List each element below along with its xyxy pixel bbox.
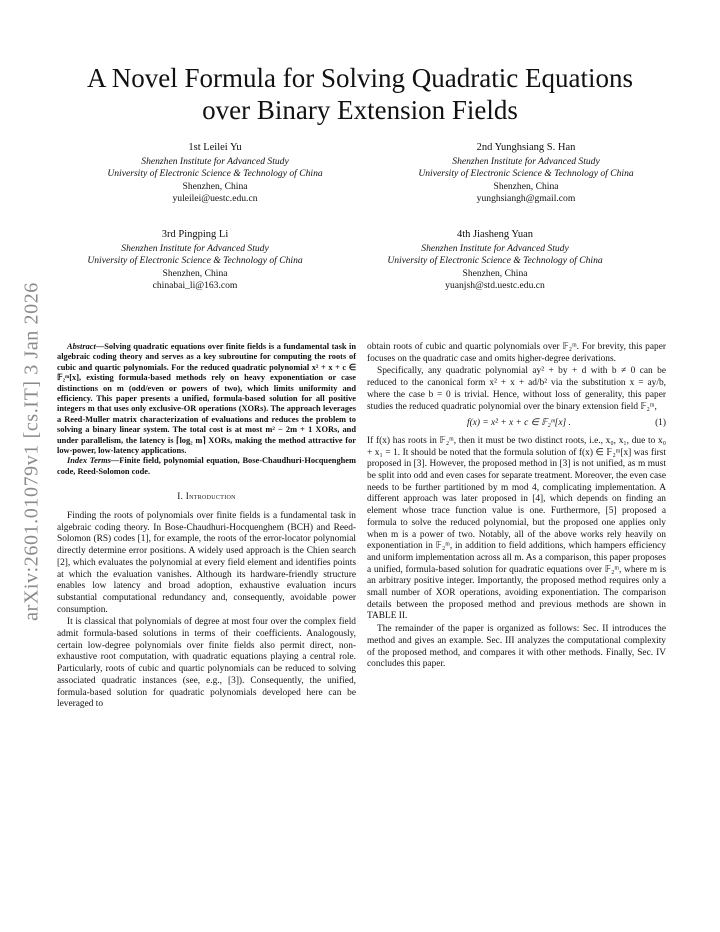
author-email[interactable]: yunghsiangh@gmail.com <box>476 193 576 205</box>
author-university: University of Electronic Science & Technology of China <box>87 255 303 267</box>
author-university: University of Electronic Science & Technology of China <box>107 168 323 180</box>
title-line-1: A Novel Formula for Solving Quadratic Equations <box>87 63 633 93</box>
author-email[interactable]: yuleilei@uestc.edu.cn <box>172 193 258 205</box>
author-city: Shenzhen, China <box>162 267 228 279</box>
author-block-2 <box>361 142 691 206</box>
abstract-label: Abstract— <box>67 342 105 351</box>
right-column <box>367 342 666 672</box>
left-column <box>57 342 356 712</box>
author-affiliation: Shenzhen Institute for Advanced Study <box>141 155 289 167</box>
index-terms-label: Index Terms— <box>67 456 120 466</box>
index-terms <box>57 456 356 477</box>
author-email[interactable]: yuanjsh@std.uestc.edu.cn <box>445 280 545 292</box>
author-city: Shenzhen, China <box>462 267 528 279</box>
paragraph: It is classical that polynomials of degree at most four over the complex field admit formula-based solutions in terms of their coefficients. Analogously, certain low-degree polynomials over finite fields also permit direct, non-exhaustive root computation, with quadratic equations playing a central role. Particularly, roots of cubic and quartic polynomials can be reduced to solving associated quadratic instances (see, e.g., [3]). Consequently, the unified, formula-based solution for quadratic polynomials developed here can be leveraged to <box>57 617 356 710</box>
paragraph: If f(x) has roots in 𝔽₂ᵐ, then it must be two distinct roots, i.e., x₀, x₁, due to x₀ + x₁ = 1. It should be noted that the formula solution of f(x) ∈ 𝔽₂ᵐ[x] was first proposed in [3]. However, the proposed method in [3] is not unified, as m must be split into odd and even cases for separate treatment. Moreover, the even case needs to be further partitioned by m mod 4, complicating implementation. A different approach was later proposed in [4], which depends on finding an element whose trace function value is one. Furthermore, [5] proposed a formula to solve the reduced polynomial, but the proposed one applies only when m is a power of two. Notably, all of the above works rely heavily on exponentiation in 𝔽₂ᵐ, in addition to field additions, which hampers efficiency and uniform implementation across all m. As a comparison, this paper proposes a unified, formula-based solution for quadratic equations over 𝔽₂ᵐ, where m is an arbitrary positive integer. Importantly, the proposed method requires only a small number of XOR operations, avoiding exponentiation. The comparison details between the proposed method and previous methods are shown in TABLE II. <box>367 435 666 622</box>
equation <box>367 418 666 430</box>
arxiv-identifier: arXiv:2601.01079v1 [cs.IT] 3 Jan 2026 <box>20 282 43 621</box>
author-email[interactable]: chinabai_li@163.com <box>152 280 238 292</box>
author-affiliation: Shenzhen Institute for Advanced Study <box>421 242 569 254</box>
author-name: 3rd Pingping Li <box>161 229 229 240</box>
paragraph: The remainder of the paper is organized as follows: Sec. II introduces the method and gives an example. Sec. III analyzes the computational complexity of the proposed method, and compares it with other methods. Finally, Sec. IV concludes this paper. <box>367 624 666 670</box>
author-name: 2nd Yunghsiang S. Han <box>476 142 576 153</box>
author-city: Shenzhen, China <box>182 180 248 192</box>
author-block-3 <box>30 229 360 293</box>
equation-number: (1) <box>655 418 666 429</box>
paragraph: Finding the roots of polynomials over finite fields is a fundamental task in algebraic coding theory. In Bose-Chaudhuri-Hocquenghem (BCH) and Reed-Solomon (RS) codes [1], for example, the roots of the error-locator polynomial directly determine error positions. A widely used approach is the Chien search [2], which evaluates the polynomial at every field element and identifies points at which the evaluation vanishes. Although its hardware-friendly structure enables low latency and broad adoption, exhaustive evaluation incurs substantial computational redundancy and, consequently, avoidable power consumption. <box>57 510 356 615</box>
paragraph: Specifically, any quadratic polynomial ay² + by + d with b ≠ 0 can be reduced to the canonical form x² + x + ad/b² via the substitution x = ay/b, where the case b = 0 is trivial. Hence, without loss of generality, this paper studies the reduced quadratic polynomial over the binary extension field 𝔽₂ᵐ, <box>367 366 666 412</box>
author-block-4 <box>330 229 660 293</box>
abstract <box>57 342 356 456</box>
author-name: 1st Leilei Yu <box>188 142 242 153</box>
author-university: University of Electronic Science & Technology of China <box>418 168 634 180</box>
abstract-text: Solving quadratic equations over finite fields is a fundamental task in algebraic coding theory and serves as a key subroutine for computing the roots of cubic and quartic polynomials. For the reduced quadratic polynomial x² + x + c ∈ 𝔽₂ᵐ[x], existing formula-based methods rely on heavy exponentiation or case distinctions on m (odd/even or powers of two), which limits uniformity and efficiency. This paper presents a unified, formula-based solution for all positive integers m that uses only exclusive-OR operations (XORs). The approach leverages a Reed-Muller matrix characterization of evaluations and reduces the problem to solving a binary linear system. The total cost is at most m² − 2m + 1 XORs, and under parallelism, the latency is ⌈log₂ m⌉ XORs, making the method attractive for low-power, low-latency applications. <box>57 342 356 456</box>
section-heading: I. Introduction <box>177 491 236 502</box>
author-city: Shenzhen, China <box>493 180 559 192</box>
author-affiliation: Shenzhen Institute for Advanced Study <box>121 242 269 254</box>
author-university: University of Electronic Science & Technology of China <box>387 255 603 267</box>
author-affiliation: Shenzhen Institute for Advanced Study <box>452 155 600 167</box>
paragraph: obtain roots of cubic and quartic polynomials over 𝔽₂ᵐ. For brevity, this paper focuses on the quadratic case and omits higher-degree derivations. <box>367 342 666 364</box>
author-block-1 <box>50 142 380 206</box>
title-line-2: over Binary Extension Fields <box>202 95 518 125</box>
index-terms-text: Finite field, polynomial equation, Bose-Chaudhuri-Hocquenghem code, Reed-Solomon code. <box>57 456 356 476</box>
equation-body: f(x) = x² + x + c ∈ 𝔽₂ᵐ[x] . <box>467 418 571 429</box>
paper-title <box>0 62 720 126</box>
author-name: 4th Jiasheng Yuan <box>456 229 534 240</box>
